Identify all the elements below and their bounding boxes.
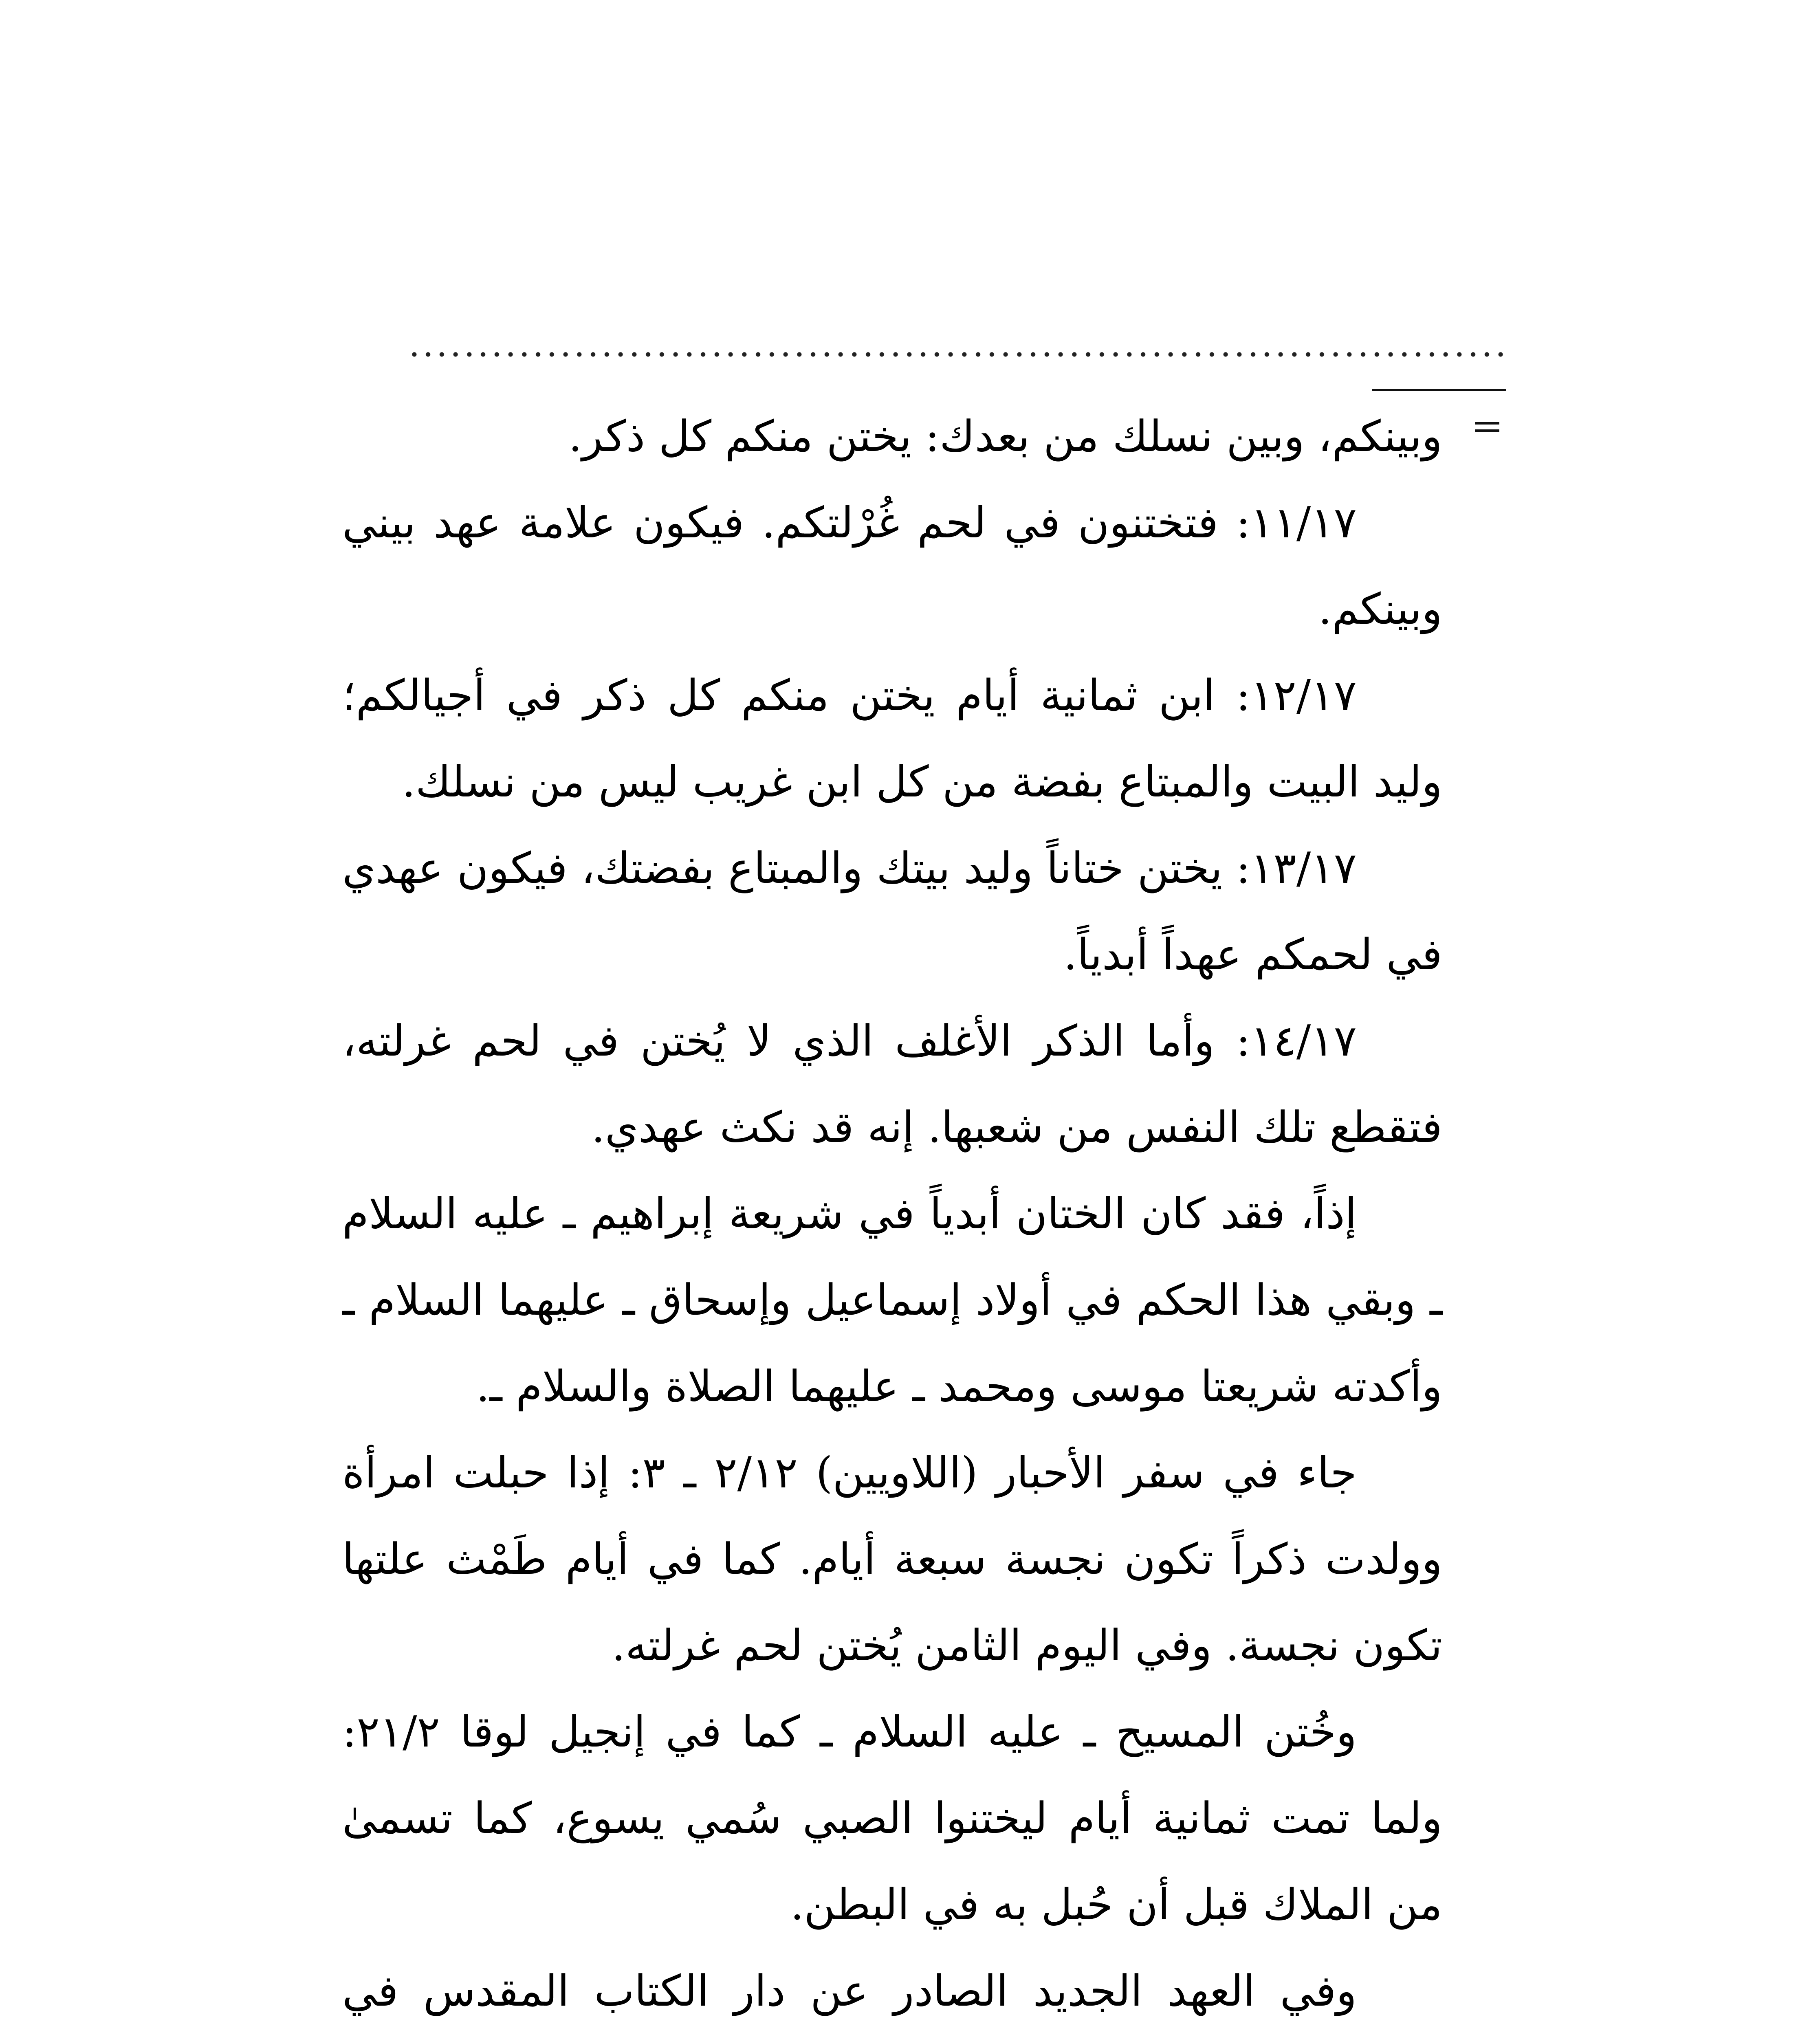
footnote-body [342, 393, 1442, 2037]
verse-17-14: ١٤/١٧: وأما الذكر الأغلف الذي لا يُختن في لحم غرلته، فتقطع تلك النفس من شعبها. إنه قد نكث عهدي. [342, 1016, 1442, 1152]
paragraph-abraham-law: إذاً، فقد كان الختان أبدياً في شريعة إبراهيم ـ عليه السلام ـ وبقي هذا الحكم في أولاد إسماعيل وإسحاق ـ عليهما السلام ـ وأكدته شريعتا موسى ومحمد ـ عليهما الصلاة والسلام ـ. [342, 1189, 1442, 1411]
paragraph-continuation: وبينكم، وبين نسلك من بعدك: يختن منكم كل ذكر. [568, 411, 1442, 461]
dotted-separator [407, 350, 1507, 359]
paragraph-new-testament: وفي العهد الجديد الصادر عن دار الكتاب المقدس في [342, 1966, 1357, 2016]
verse-17-11: ١١/١٧: فتختنون في لحم غُرْلتكم. فيكون علامة عهد بيني وبينكم. [342, 498, 1442, 634]
paragraph-leviticus: جاء في سفر الأحبار (اللاويين) ٢/١٢ ـ ٣: إذا حبلت امرأة وولدت ذكراً تكون نجسة سبعة أيام. كما في أيام طَمْث علتها تكون نجسة. وفي اليوم الثامن يُختن لحم غرلته. [342, 1448, 1442, 1670]
verse-17-13: ١٣/١٧: يختن ختاناً وليد بيتك والمبتاع بفضتك، فيكون عهدي في لحمكم عهداً أبدياً. [342, 843, 1442, 979]
verse-17-12: ١٢/١٧: ابن ثمانية أيام يختن منكم كل ذكر في أجيالكم؛ وليد البيت والمبتاع بفضة من كل ابن غريب ليس من نسلك. [342, 671, 1442, 807]
continuation-mark [1475, 419, 1499, 435]
paragraph-luke: وخُتن المسيح ـ عليه السلام ـ كما في إنجيل لوقا ٢١/٢: ولما تمت ثمانية أيام ليختنوا الصبي سُمي يسوع، كما تسمىٰ من الملاك قبل أن حُبل به في البطن. [342, 1707, 1442, 1929]
footnote-rule [1372, 389, 1506, 391]
